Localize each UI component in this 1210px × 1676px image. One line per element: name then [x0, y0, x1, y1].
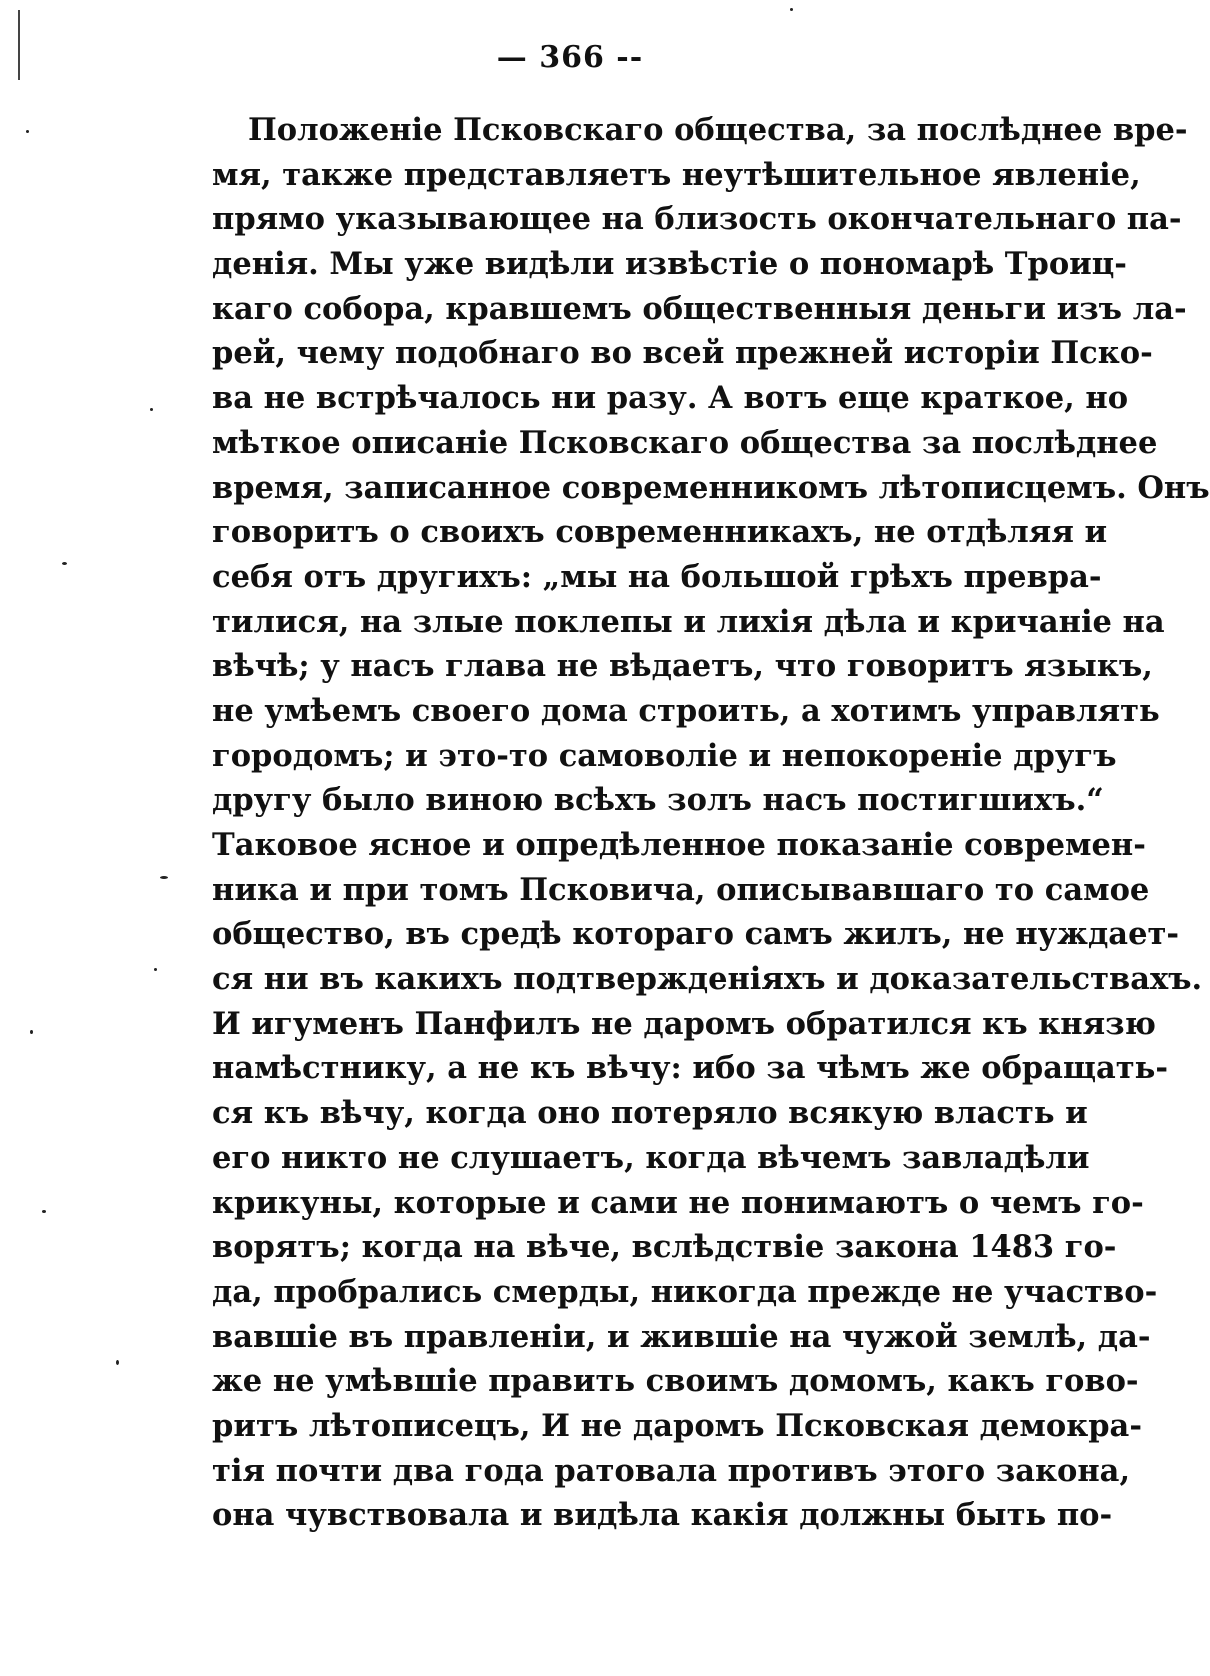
text-line: ся къ вѣчу, когда оно потеряло всякую власть и [212, 1095, 1088, 1132]
text-line: же не умѣвшіе править своимъ домомъ, какъ гово- [212, 1363, 1139, 1400]
text-line: мя, также представляетъ неутѣшительное явленіе, [212, 156, 1141, 193]
text-line: вѣчѣ; у насъ глава не вѣдаетъ, что говоритъ языкъ, [212, 648, 1153, 685]
text-line: городомъ; и это-то самоволіе и непокореніе другъ [212, 737, 1117, 774]
speck-mark [62, 562, 67, 565]
text-line: тія почти два года ратовала противъ этого закона, [212, 1452, 1131, 1489]
speck-mark [26, 130, 29, 133]
text-line: прямо указывающее на близость окончательнаго па- [212, 201, 1182, 238]
speck-mark [154, 968, 157, 971]
text-line: рей, чему подобнаго во всей прежней исторіи Пско- [212, 335, 1153, 372]
text-line: намѣстнику, а не къ вѣчу: ибо за чѣмъ же обращать- [212, 1050, 1169, 1087]
text-line: крикуны, которые и сами не понимаютъ о чемъ го- [212, 1184, 1144, 1221]
text-line: тилися, на злые поклепы и лихія дѣла и кричаніе на [212, 603, 1165, 640]
text-line: мѣткое описаніе Псковскаго общества за послѣднее [212, 424, 1158, 461]
speck-mark [30, 1030, 33, 1034]
text-line: время, записанное современникомъ лѣтописцемъ. Онъ [212, 469, 1210, 506]
speck-mark [150, 408, 153, 411]
text-line: каго собора, кравшемъ общественныя деньги изъ ла- [212, 290, 1187, 327]
speck-mark [790, 8, 793, 11]
text-line: Положеніе Псковскаго общества, за послѣднее вре- [248, 112, 1188, 148]
text-line: она чувствовала и видѣла какія должны быть по- [212, 1497, 1113, 1534]
text-line: ника и при томъ Псковича, описывавшаго то самое [212, 871, 1150, 908]
text-line: денія. Мы уже видѣли извѣстіе о пономарѣ Троиц- [212, 246, 1127, 283]
speck-mark [42, 1210, 46, 1213]
text-line: И игуменъ Панфилъ не даромъ обратился къ князю [212, 1005, 1156, 1042]
speck-mark [116, 1360, 119, 1365]
text-line: ва не встрѣчалось ни разу. А вотъ еще краткое, но [212, 380, 1129, 417]
speck-mark [160, 876, 168, 879]
text-line: да, пробрались смерды, никогда прежде не участво- [212, 1273, 1158, 1310]
text-line: другу было виною всѣхъ золъ насъ постигшихъ.“ [212, 782, 1104, 819]
text-line: ритъ лѣтописецъ, И не даромъ Псковская демокра- [212, 1407, 1142, 1444]
text-line: ся ни въ какихъ подтвержденіяхъ и доказательствахъ. [212, 961, 1203, 998]
text-line: себя отъ другихъ: „мы на большой грѣхъ превра- [212, 558, 1102, 595]
text-line: говоритъ о своихъ современникахъ, не отдѣляя и [212, 514, 1108, 551]
text-line: не умѣемъ своего дома строить, а хотимъ управлять [212, 692, 1160, 729]
body-text [212, 108, 1210, 1538]
text-line: ворятъ; когда на вѣче, вслѣдствіе закона 1483 го- [212, 1229, 1117, 1266]
text-line: Таковое ясное и опредѣленное показаніе современ- [212, 827, 1146, 863]
text-line: общество, въ средѣ котораго самъ жилъ, не нуждает- [212, 916, 1180, 953]
text-line: вавшіе въ правленіи, и жившіе на чужой землѣ, да- [212, 1318, 1151, 1355]
page-number: — 366 -- [496, 40, 644, 75]
text-line: его никто не слушаетъ, когда вѣчемъ завладѣли [212, 1139, 1090, 1176]
